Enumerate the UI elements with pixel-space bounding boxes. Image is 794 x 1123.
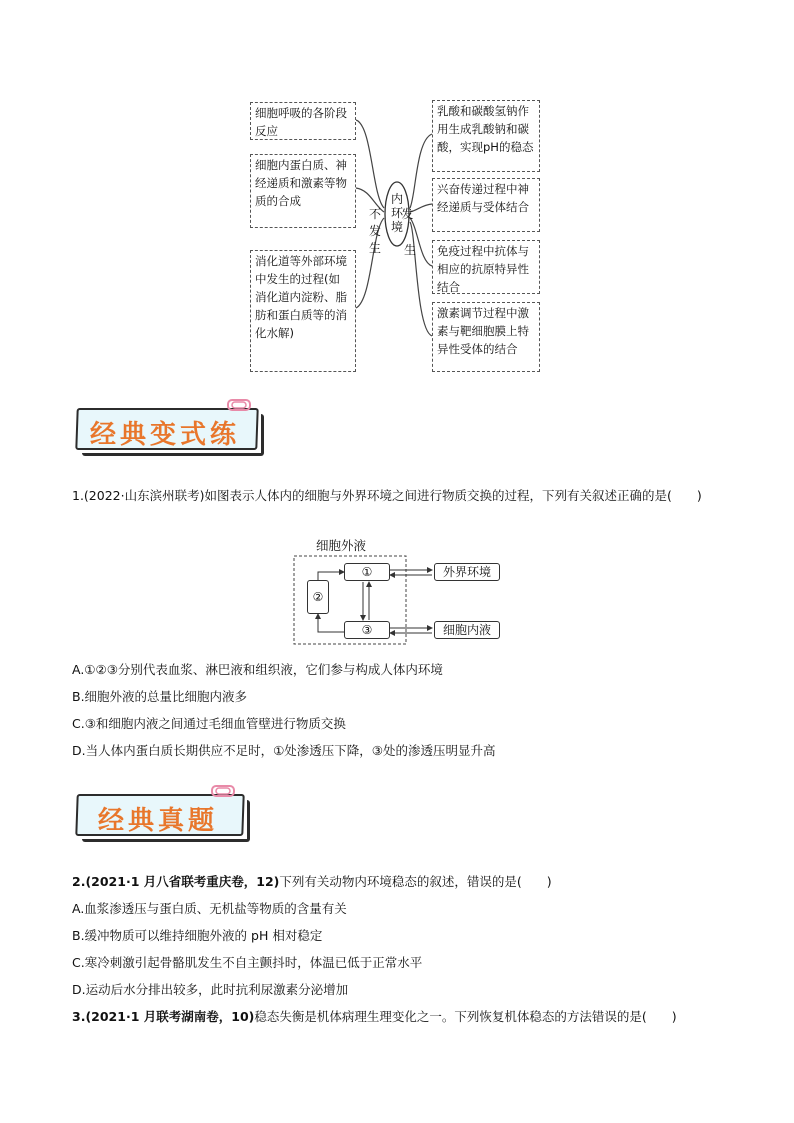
question-2-option-a: A.血浆渗透压与蛋白质、无机盐等物质的含量有关 (72, 901, 347, 916)
question-3-stem (72, 1007, 732, 1027)
question-3-source: 3.(2021·1 月联考湖南卷，10) (72, 1009, 255, 1024)
banner-title: 经典变式练 (90, 420, 241, 450)
left-item-2: 细胞内蛋白质、神经递质和激素等物质的合成 (250, 154, 356, 228)
right-item-3: 免疫过程中抗体与相应的抗原特异性结合 (432, 240, 540, 294)
right-item-1: 乳酸和碳酸氢钠作用生成乳酸钠和碳酸，实现pH的稳态 (432, 100, 540, 172)
paper-clip-icon (210, 784, 236, 798)
left-item-3: 消化道等外部环境中发生的过程(如消化道内淀粉、脂肪和蛋白质等的消化水解) (250, 250, 356, 372)
mindmap-connectors (0, 0, 794, 380)
banner-title: 经典真题 (98, 806, 219, 836)
question-1-option-c: C.③和细胞内液之间通过毛细血管壁进行物质交换 (72, 716, 346, 731)
section-banner-variant-practice (76, 404, 266, 452)
question-2-text: 下列有关动物内环境稳态的叙述，错误的是( ) (279, 874, 552, 889)
label-not-occur: 不 发 生 (368, 207, 381, 255)
section-banner-classic-exam (76, 790, 252, 838)
question-2-option-c: C.寒冷刺激引起骨骼肌发生不自主颤抖时，体温已低于正常水平 (72, 955, 423, 970)
question-2-source: 2.(2021·1 月八省联考重庆卷，12) (72, 874, 280, 889)
figure-external-environment: 外界环境 (434, 563, 500, 581)
center-label: 内 环 境 (390, 192, 403, 234)
figure-box-3: ③ (344, 621, 390, 639)
question-1-option-d: D.当人体内蛋白质长期供应不足时，①处渗透压下降，③处的渗透压明显升高 (72, 743, 496, 758)
right-item-2: 兴奋传递过程中神经递质与受体结合 (432, 178, 540, 232)
question-1-option-b: B.细胞外液的总量比细胞内液多 (72, 689, 248, 704)
figure-box-2: ② (307, 580, 329, 614)
question-1-option-a: A.①②③分别代表血浆、淋巴液和组织液，它们参与构成人体内环境 (72, 662, 443, 677)
paper-clip-icon (226, 398, 252, 412)
question-2-stem (72, 872, 732, 892)
right-item-4: 激素调节过程中激素与靶细胞膜上特异性受体的结合 (432, 302, 540, 372)
label-occur: 发 生 (401, 207, 417, 257)
question-2-option-b: B.缓冲物质可以维持细胞外液的 pH 相对稳定 (72, 928, 323, 943)
figure-box-1: ① (344, 563, 390, 581)
question-3-text: 稳态失衡是机体病理生理变化之一。下列恢复机体稳态的方法错误的是( ) (254, 1009, 677, 1024)
question-2-option-d: D.运动后水分排出较多，此时抗利尿激素分泌增加 (72, 982, 349, 997)
figure-outer-label: 细胞外液 (316, 538, 367, 553)
figure-intracellular-fluid: 细胞内液 (434, 621, 500, 639)
left-item-1: 细胞呼吸的各阶段反应 (250, 102, 356, 140)
mindmap (0, 0, 794, 380)
question-1-figure (290, 536, 510, 648)
question-1-stem: 1.(2022·山东滨州联考)如图表示人体内的细胞与外界环境之间进行物质交换的过程，下列有关叙述正确的是( ) (72, 488, 702, 503)
